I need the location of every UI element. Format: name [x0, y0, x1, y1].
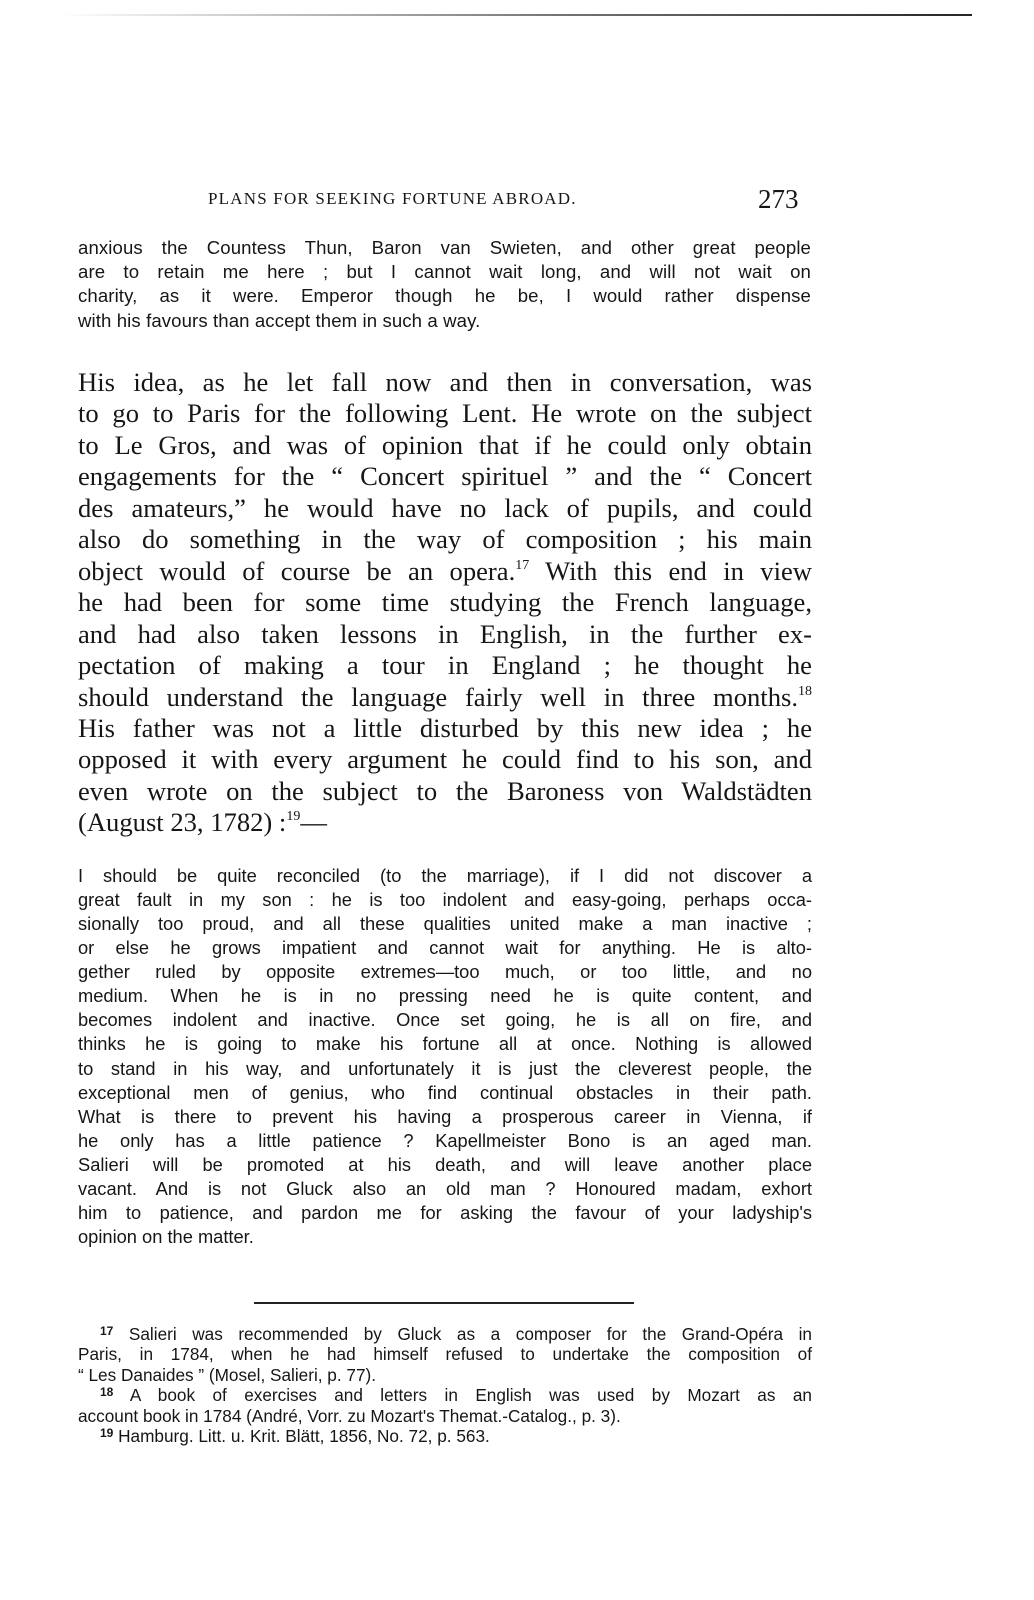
footnote-number: 19 — [100, 1426, 114, 1441]
quoted-letter — [78, 864, 812, 1249]
top-page-edge-rule — [60, 14, 972, 16]
text-line: also do something in the way of composition ; his main — [78, 524, 812, 555]
footnote-18 — [78, 1385, 812, 1405]
footnote-text: A book of exercises and letters in English was used by Mozart as an — [113, 1385, 812, 1406]
text-line: great fault in my son : he is too indolent and easy-going, perhaps occa- — [78, 889, 812, 911]
footnote-17 — [78, 1324, 812, 1344]
text-line: to go to Paris for the following Lent. He wrote on the subject — [78, 398, 812, 429]
footnote-19 — [78, 1426, 812, 1446]
text-line: exceptional men of genius, who find continual obstacles in their path. — [78, 1081, 812, 1103]
footnote-ref-18: 18 — [798, 683, 812, 699]
footnotes — [78, 1324, 812, 1446]
footnote-line: “ Les Danaides ” (Mosel, Salieri, p. 77). — [78, 1364, 377, 1385]
text-line: gether ruled by opposite extremes—too much, or too little, and no — [78, 961, 812, 983]
line-text: — — [300, 807, 327, 838]
text-line — [78, 807, 812, 838]
text-line: even wrote on the subject to the Baroness von Waldstädten — [78, 775, 812, 806]
text-line: vacant. And is not Gluck also an old man ? Honoured madam, exhort — [78, 1177, 812, 1199]
text-line: and had also taken lessons in English, in the further ex- — [78, 618, 812, 649]
footnote-ref-19: 19 — [286, 809, 301, 825]
quoted-letter-continuation — [78, 236, 811, 333]
running-title: PLANS FOR SEEKING FORTUNE ABROAD. — [208, 189, 577, 208]
text-line: pectation of making a tour in England ; he thought he — [78, 650, 812, 681]
line-text: With this end in view — [529, 555, 812, 586]
text-line: His father was not a little disturbed by this new idea ; he — [78, 712, 812, 743]
text-line: thinks he is going to make his fortune all at once. Nothing is allowed — [78, 1033, 812, 1055]
footnote-separator — [254, 1302, 634, 1304]
footnote-text: Salieri was recommended by Gluck as a composer for the Grand-Opéra in — [113, 1324, 812, 1344]
line-text: should understand the language fairly well in three months. — [78, 681, 798, 712]
text-line: are to retain me here ; but I cannot wait long, and will not wait on — [78, 261, 811, 283]
text-line: him to patience, and pardon me for asking the favour of your ladyship's — [78, 1201, 812, 1223]
text-line: he had been for some time studying the French language, — [78, 587, 812, 618]
text-line: or else he grows impatient and cannot wait for anything. He is alto- — [78, 937, 812, 959]
text-line: opinion on the matter. — [78, 1225, 254, 1247]
text-line: What is there to prevent his having a prosperous career in Vienna, if — [78, 1105, 812, 1127]
text-line: opposed it with every argument he could find to his son, and — [78, 744, 812, 775]
text-line: he only has a little patience ? Kapellmeister Bono is an aged man. — [78, 1129, 812, 1151]
text-line: des amateurs,” he would have no lack of pupils, and could — [78, 492, 812, 523]
line-text: (August 23, 1782) : — [78, 807, 287, 838]
text-line: anxious the Countess Thun, Baron van Swieten, and other great people — [78, 237, 811, 258]
text-line: becomes indolent and inactive. Once set going, he is all on fire, and — [78, 1009, 812, 1031]
footnote-number: 18 — [100, 1385, 114, 1400]
page-number: 273 — [758, 184, 799, 214]
text-line: to stand in his way, and unfortunately it is just the cleverest people, the — [78, 1057, 812, 1079]
text-line: Salieri will be promoted at his death, and will leave another place — [78, 1153, 812, 1175]
footnote-ref-17: 17 — [515, 557, 530, 573]
text-line: I should be quite reconciled (to the marriage), if I did not discover a — [78, 865, 812, 886]
text-line: medium. When he is in no pressing need he is quite content, and — [78, 985, 812, 1007]
body-paragraph — [78, 367, 812, 839]
text-line: to Le Gros, and was of opinion that if he could only obtain — [78, 429, 812, 460]
text-line: charity, as it were. Emperor though he be, I would rather dispense — [78, 285, 811, 307]
text-line — [78, 682, 812, 713]
footnote-text: Hamburg. Litt. u. Krit. Blätt, 1856, No. 72, p. 563. — [113, 1426, 490, 1447]
footnote-line: account book in 1784 (André, Vorr. zu Mozart's Themat.-Catalog., p. 3). — [78, 1405, 621, 1426]
text-line: with his favours than accept them in such a way. — [78, 309, 481, 331]
text-line: His idea, as he let fall now and then in conversation, was — [78, 367, 812, 397]
text-line: engagements for the “ Concert spirituel ” and the “ Concert — [78, 461, 812, 492]
footnote-number: 17 — [100, 1324, 114, 1338]
footnote-line: Paris, in 1784, when he had himself refused to undertake the composition of — [78, 1344, 812, 1365]
text-line: sionally too proud, and all these qualities united make a man inactive ; — [78, 913, 812, 935]
text-line — [78, 556, 812, 587]
line-text: object would of course be an opera. — [78, 555, 516, 586]
